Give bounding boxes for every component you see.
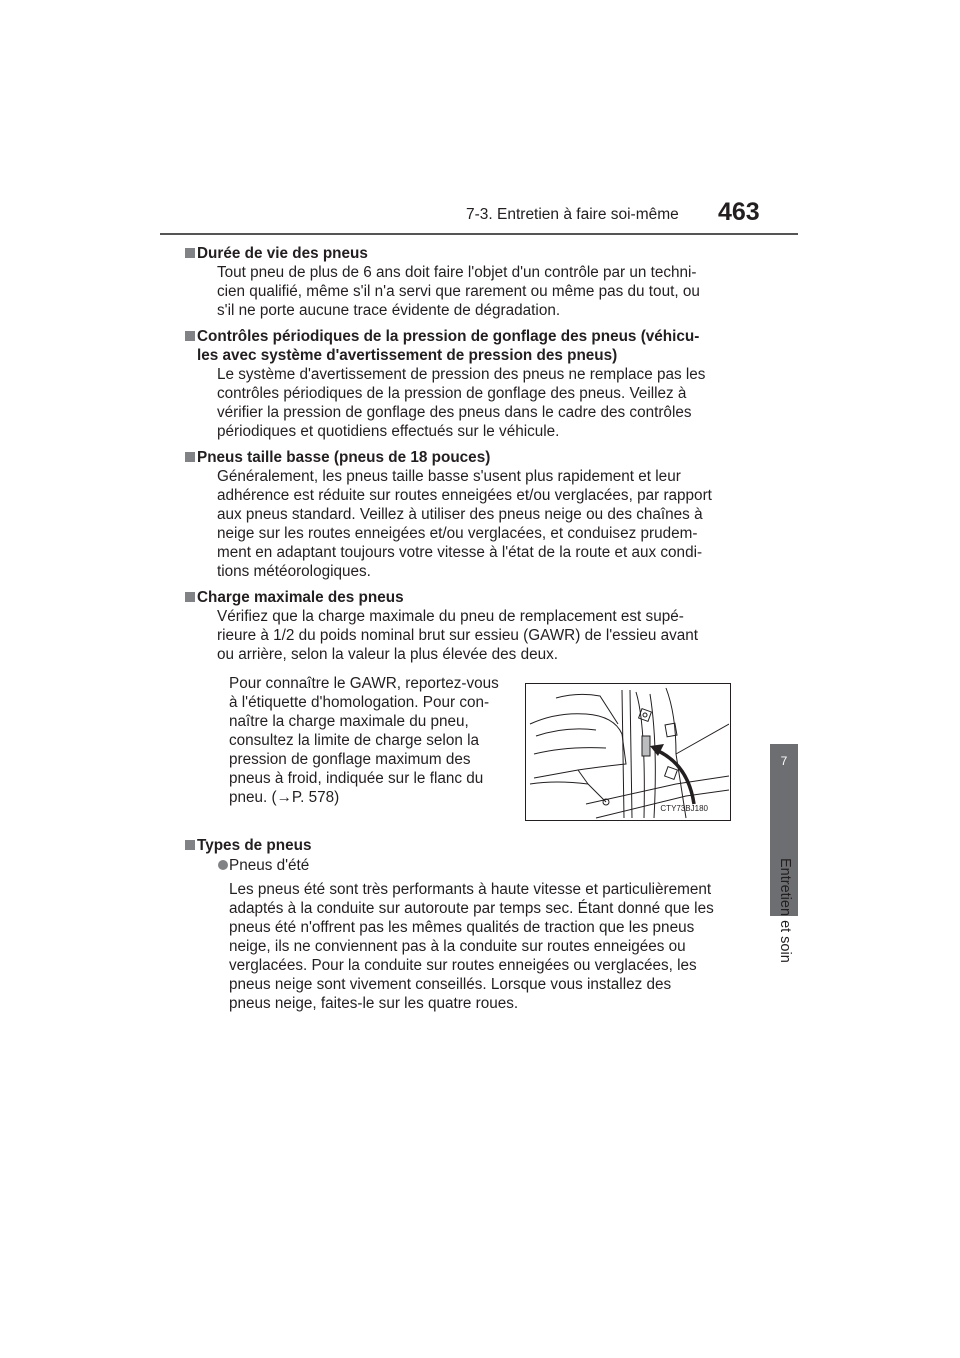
section-title-line: les avec système d'avertissement de pression des pneus) <box>197 347 618 364</box>
text-line: Généralement, les pneus taille basse s'usent plus rapidement et leur <box>217 468 681 485</box>
door-label-illustration <box>525 683 731 821</box>
section-low-profile-tires <box>185 448 745 581</box>
text-line: Le système d'avertissement de pression des pneus ne remplace pas les <box>217 366 706 383</box>
text-line: ment en adaptant toujours votre vitesse à l'état de la route et aux condi- <box>217 544 703 561</box>
text-line: cien qualifié, même s'il n'a servi que rarement ou même pas du tout, ou <box>217 283 700 300</box>
section-body <box>173 365 745 441</box>
section-title-line: Contrôles périodiques de la pression de gonflage des pneus (véhicu- <box>197 328 700 345</box>
text-line: Les pneus été sont très performants à haute vitesse et particulièrement <box>229 881 712 898</box>
bullet-dot-icon <box>218 860 228 870</box>
section-title: Pneus taille basse (pneus de 18 pouces) <box>197 449 491 466</box>
section-heading <box>185 244 745 263</box>
text-line: aux pneus standard. Veillez à utiliser des pneus neige ou des chaînes à <box>217 506 703 523</box>
section-heading <box>185 836 745 855</box>
text-line: Pour connaître le GAWR, reportez-vous <box>229 675 499 692</box>
section-title: Charge maximale des pneus <box>197 589 404 606</box>
text-line: pneus été n'offrent pas les mêmes qualités de traction que les pneus <box>229 919 695 936</box>
square-marker-icon <box>185 452 195 462</box>
square-marker-icon <box>185 840 195 850</box>
text-line: pneus neige, faites-le sur les quatre roues. <box>229 995 519 1012</box>
figure-block <box>185 676 745 824</box>
section-heading <box>185 588 745 607</box>
section-tire-lifespan <box>185 244 745 320</box>
bullet-label: Pneus d'été <box>229 857 310 874</box>
chapter-number: 7 <box>780 754 788 768</box>
header-section-title: 7-3. Entretien à faire soi-même <box>466 206 679 223</box>
text-line: Tout pneu de plus de 6 ans doit faire l'objet d'un contrôle par un techni- <box>217 264 697 281</box>
text-line: tions météorologiques. <box>217 563 371 580</box>
text-line: adhérence est réduite sur routes enneigées et/ou verglacées, par rapport <box>217 487 712 504</box>
text-line: vérifier la pression de gonflage des pneus dans le cadre des contrôles <box>217 404 692 421</box>
section-heading <box>185 327 745 365</box>
section-tire-types <box>185 836 745 1013</box>
text-line: pneus à froid, indiquée sur le flanc du <box>229 770 484 787</box>
text-line: s'il ne porte aucune trace évidente de dégradation. <box>217 302 561 319</box>
bullet-item <box>185 856 745 875</box>
text-line: à l'étiquette d'homologation. Pour con- <box>229 694 490 711</box>
square-marker-icon <box>185 248 195 258</box>
text-line: verglacées. Pour la conduite sur routes enneigées ou verglacées, les <box>229 957 697 974</box>
text-line: périodiques et quotidiens effectués sur le véhicule. <box>217 423 560 440</box>
text-line: pression de gonflage maximum des <box>229 751 471 768</box>
section-pressure-checks <box>185 327 745 441</box>
chapter-title-vertical <box>775 858 795 968</box>
square-marker-icon <box>185 592 195 602</box>
section-heading <box>185 448 745 467</box>
section-max-load <box>185 588 745 824</box>
text-line: Vérifiez que la charge maximale du pneu de remplacement est supé- <box>217 608 684 625</box>
text-line: adaptés à la conduite sur autoroute par temps sec. Étant donné que les <box>229 900 714 917</box>
text-line: naître la charge maximale du pneu, <box>229 713 469 730</box>
text-line: contrôles périodiques de la pression de gonflage des pneus. Veillez à <box>217 385 687 402</box>
section-body <box>173 467 745 581</box>
figure-code: CTY73BJ180 <box>660 804 708 813</box>
text-line: neige sur les routes enneigées et/ou verglacées, et conduisez prudem- <box>217 525 698 542</box>
section-body <box>173 607 745 664</box>
text-line: pneu. (→P. 578) <box>229 789 340 806</box>
section-body <box>173 263 745 320</box>
text-line: rieure à 1/2 du poids nominal brut sur essieu (GAWR) de l'essieu avant <box>217 627 699 644</box>
text-line: pneus neige sont vivement conseillés. Lorsque vous installez des <box>229 976 672 993</box>
figure-side-text <box>229 674 505 807</box>
section-title: Types de pneus <box>197 837 312 854</box>
text-line: consultez la limite de charge selon la <box>229 732 479 749</box>
header-divider <box>160 233 798 235</box>
section-title: Durée de vie des pneus <box>197 245 368 262</box>
bullet-body <box>185 880 745 1013</box>
text-line: neige, ils ne conviennent pas à la conduite sur routes enneigées ou <box>229 938 686 955</box>
square-marker-icon <box>185 331 195 341</box>
page-content <box>185 244 745 1020</box>
text-line: ou arrière, selon la valeur la plus élevée des deux. <box>217 646 558 663</box>
page-number: 463 <box>718 198 760 226</box>
chapter-title: Entretien et soin <box>777 858 793 963</box>
